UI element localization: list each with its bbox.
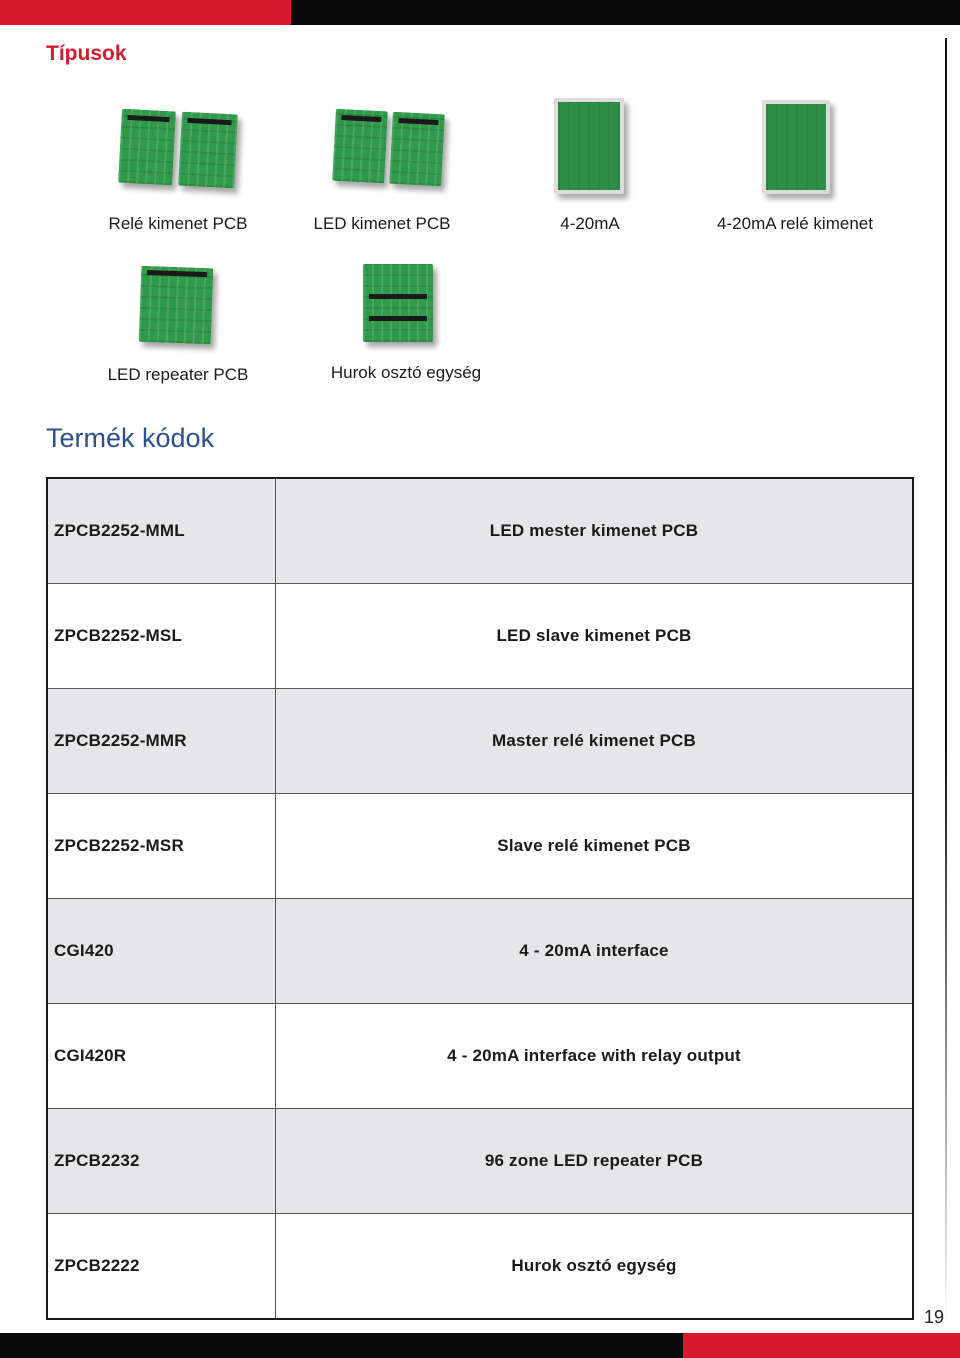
description-cell: 4 - 20mA interface with relay output [276,1004,914,1109]
table-row [47,1004,913,1109]
table-row [47,1214,913,1320]
product-caption: Relé kimenet PCB [108,214,248,233]
product-caption: Hurok osztó egység [330,363,482,382]
code-cell: ZPCB2252-MSL [47,584,276,689]
product-codes-heading: Termék kódok [46,423,215,453]
description-cell: Hurok osztó egység [276,1214,914,1320]
code-cell: CGI420 [47,899,276,1004]
description-cell: Master relé kimenet PCB [276,689,914,794]
table-row [47,584,913,689]
led-repeater-pcb-image [139,266,214,344]
4-20ma-relay-module-image [762,100,830,194]
header-black-bar [291,0,960,25]
table-row [47,478,913,584]
description-cell: 4 - 20mA interface [276,899,914,1004]
code-cell: ZPCB2252-MMR [47,689,276,794]
types-heading: Típusok [46,42,127,65]
footer-red-bar [683,1333,960,1358]
relay-output-pcb-image-2 [178,112,238,189]
description-cell: 96 zone LED repeater PCB [276,1109,914,1214]
code-cell: ZPCB2252-MML [47,478,276,584]
code-cell: ZPCB2222 [47,1214,276,1320]
product-caption: LED kimenet PCB [313,214,451,233]
led-output-pcb-image [332,109,388,184]
code-cell: CGI420R [47,1004,276,1109]
code-cell: ZPCB2252-MSR [47,794,276,899]
right-margin-rule [945,38,947,1328]
4-20ma-module-image [554,98,624,194]
table-row [47,794,913,899]
relay-output-pcb-image [118,109,176,186]
table-row [47,899,913,1004]
led-output-pcb-image-2 [389,112,445,187]
description-cell: LED mester kimenet PCB [276,478,914,584]
table-row [47,1109,913,1214]
table-row [47,689,913,794]
product-caption: LED repeater PCB [107,365,249,384]
page-number: 19 [923,1307,944,1327]
product-caption: 4-20mA relé kimenet [717,214,873,233]
description-cell: Slave relé kimenet PCB [276,794,914,899]
loop-splitter-pcb-image [363,264,433,342]
product-caption: 4-20mA [560,214,620,233]
code-cell: ZPCB2232 [47,1109,276,1214]
header-red-bar [0,0,291,25]
footer-black-bar [0,1333,683,1358]
description-cell: LED slave kimenet PCB [276,584,914,689]
product-codes-table [46,477,914,1320]
